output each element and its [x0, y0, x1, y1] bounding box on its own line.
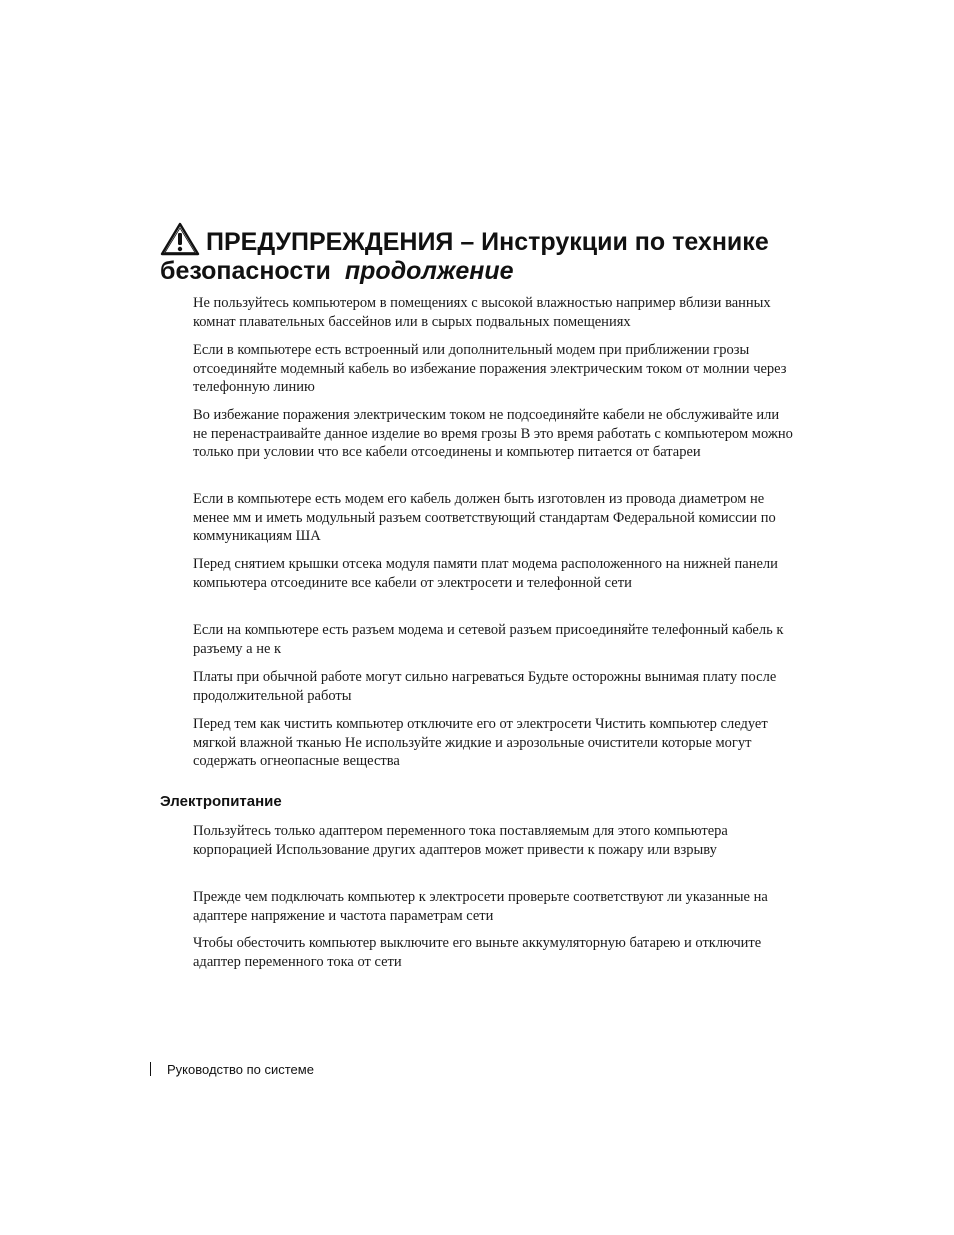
warning-paragraph: Во избежание поражения электрическим током не подсоединяйте кабели не обслуживайте или не перенастраивайте данное изделие во время грозы В это время работать с компьютером можно только при условии что все кабели отсоединены и компьютер питается от батареи: [193, 407, 793, 461]
warning-paragraph: Перед тем как чистить компьютер отключите его от электросети Чистить компьютер следует мягкой влажной тканью Не используйте жидкие и аэрозольные очистители которые могут содержать огнеопасные вещества: [193, 716, 768, 770]
warning-paragraph: Не пользуйтесь компьютером в помещениях с высокой влажностью например вблизи ванных комнат плавательных бассейнов или в сырых подвальных помещениях: [193, 295, 771, 330]
page-heading: [160, 222, 840, 286]
warning-triangle-icon: [160, 222, 200, 256]
section-title: Электропитание: [160, 793, 282, 810]
warning-paragraph: Если в компьютере есть встроенный или дополнительный модем при приближении грозы отсоединяйте модемный кабель во избежание поражения электрическим током от молнии через телефонную линию: [193, 342, 787, 396]
page-footer: [150, 1062, 314, 1077]
power-paragraph: Пользуйтесь только адаптером переменного тока поставляемым для этого компьютера корпорацией Использование других адаптеров может привести к пожару или взрыву: [193, 823, 728, 858]
footer-text: Руководство по системе: [167, 1062, 314, 1077]
heading-continued: продолжение: [344, 257, 514, 285]
warning-paragraph: Если в компьютере есть модем его кабель должен быть изготовлен из провода диаметром не менее мм и иметь модульный разъем соответствующий стандартам Федеральной комиссии по коммуникациям ША: [193, 491, 776, 545]
power-paragraph: Чтобы обесточить компьютер выключите его выньте аккумуляторную батарею и отключите адаптер переменного тока от сети: [193, 935, 762, 970]
warning-paragraph: Платы при обычной работе могут сильно нагреваться Будьте осторожны вынимая плату после продолжительной работы: [193, 669, 777, 704]
footer-divider: [150, 1062, 151, 1076]
warning-paragraph: Если на компьютере есть разъем модема и сетевой разъем присоединяйте телефонный кабель к разъему а не к: [193, 622, 784, 657]
heading-title: ПРЕДУПРЕЖДЕНИЯ – Инструкции по технике безопасности: [160, 228, 769, 285]
power-paragraph: Прежде чем подключать компьютер к электросети проверьте соответствуют ли указанные на адаптере напряжение и частота параметрам сети: [193, 889, 768, 924]
warning-paragraph: Перед снятием крышки отсека модуля памяти плат модема расположенного на нижней панели компьютера отсоедините все кабели от электросети и телефонной сети: [193, 556, 778, 591]
